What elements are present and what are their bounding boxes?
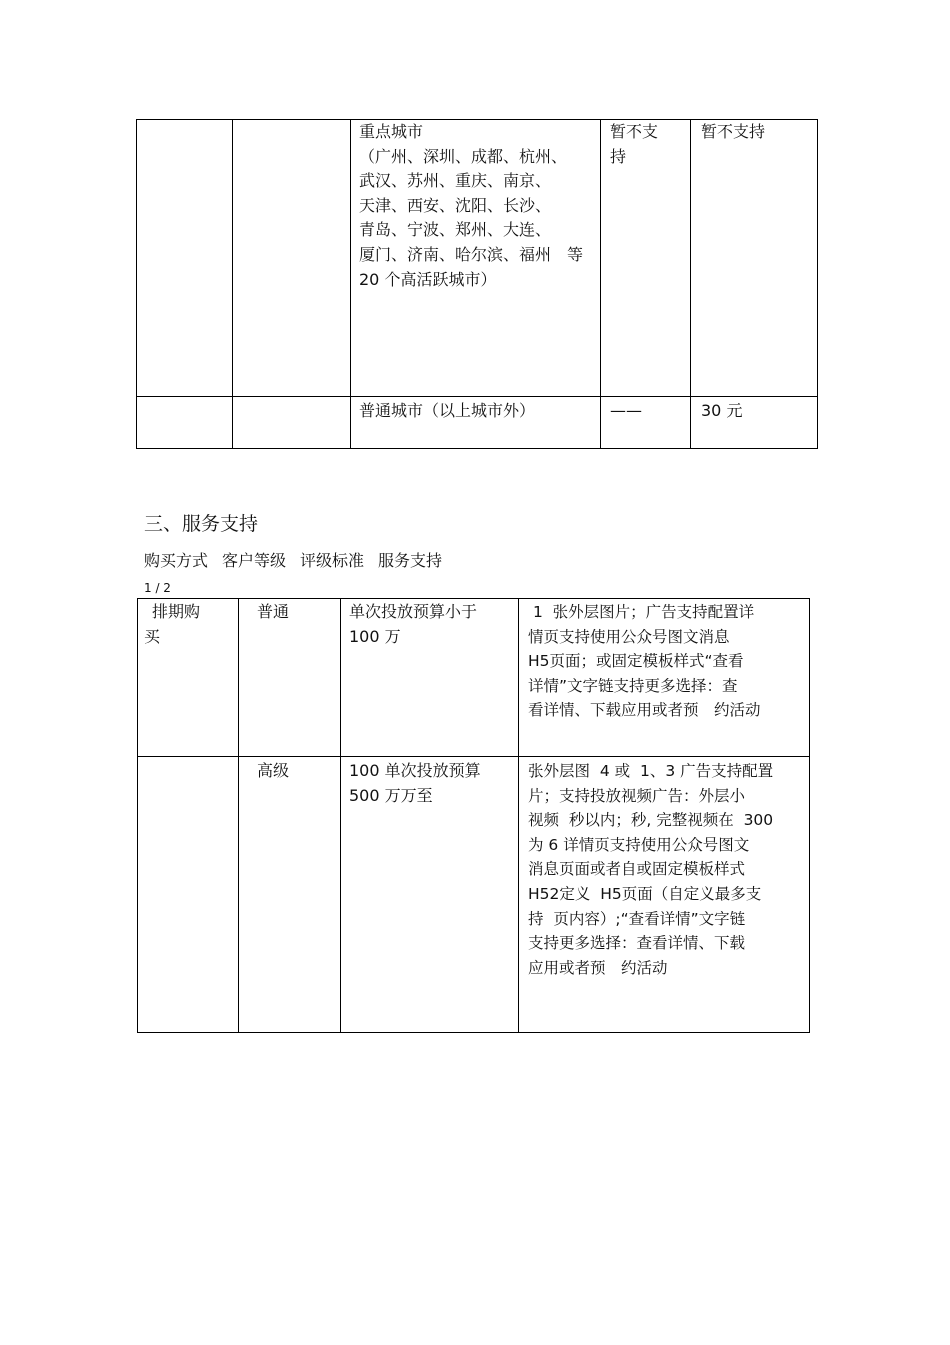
column-headers	[144, 549, 456, 573]
table2-cell-purchase-method: 排期购 买	[144, 602, 201, 646]
table1-col-divider	[690, 119, 691, 449]
table2-col-divider	[340, 598, 341, 1033]
table2-cell-standard-normal: 单次投放预算小于 100 万	[349, 602, 478, 646]
header-customer-level: 客户等级	[222, 551, 287, 570]
page-number: 1 / 2	[144, 581, 171, 595]
table1-col-divider	[600, 119, 601, 449]
table2-col-divider	[809, 598, 810, 1033]
table2-cell-standard-advanced: 100 单次投放预算 500 万万至	[349, 761, 481, 805]
header-service-support: 服务支持	[378, 551, 443, 570]
table1-cell-key-cities-price: 暂不支持	[701, 122, 766, 141]
table1-bottom-border	[136, 448, 818, 449]
table1-row-divider	[136, 396, 818, 397]
table2-col-divider	[238, 598, 239, 1033]
section-title: 三、服务支持	[144, 513, 259, 535]
table1-cell-normal-cities-price: 30 元	[701, 401, 743, 420]
table1-cell-normal-cities: 普通城市（以上城市外）	[359, 401, 536, 420]
table2-cell-level-normal: 普通	[257, 602, 290, 621]
table2-cell-support-advanced: 张外层图 4 或 1、3 广告支持配置 片；支持投放视频广告：外层小 视频 秒以内；秒, 完整视频在 300 为 6 详情页支持使用公众号图文 消息页面或者自或固定模板样式 H52定义 H5页面（自定义最多支 持 页内容）;“查看详情”文字链 支持更多选择：查看详情、下载 应用或者预 约活动	[528, 762, 774, 977]
table1-col-divider	[350, 119, 351, 449]
table2-cell-level-advanced: 高级	[257, 761, 290, 780]
table1-cell-key-cities-support: 暂不支 持	[610, 122, 659, 166]
table2-cell-support-normal: 1 张外层图片；广告支持配置详 情页支持使用公众号图文消息 H5页面；或固定模板样式“查看 详情”文字链支持更多选择：查 看详情、下载应用或者预 约活动	[528, 603, 761, 720]
table1-col-divider	[136, 119, 137, 449]
header-rating-standard: 评级标准	[300, 551, 365, 570]
table1-col-divider	[817, 119, 818, 449]
header-purchase-method: 购买方式	[144, 551, 209, 570]
table2-col-divider	[518, 598, 519, 1033]
table1-cell-key-cities: 重点城市 （广州、深圳、成都、杭州、 武汉、苏州、重庆、南京、 天津、西安、沈阳、长沙、 青岛、宁波、郑州、大连、 厦门、济南、哈尔滨、福州 等 20 个高活跃城市）	[359, 122, 584, 289]
table1-col-divider	[232, 119, 233, 449]
table1-cell-normal-cities-support: ——	[610, 401, 642, 420]
table2-col-divider	[137, 598, 138, 1033]
